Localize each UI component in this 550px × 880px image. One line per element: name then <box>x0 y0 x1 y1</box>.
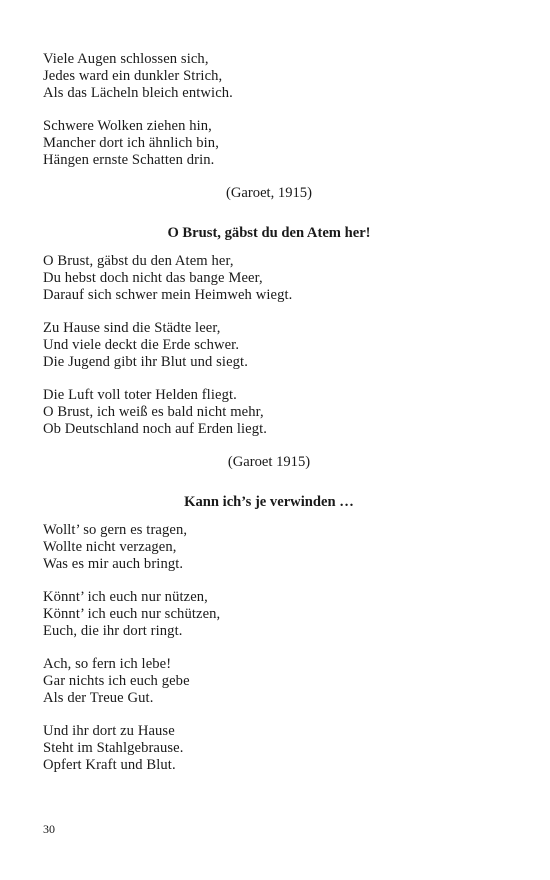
verse-line: O Brust, ich weiß es bald nicht mehr, <box>43 404 264 420</box>
verse-line: Und viele deckt die Erde schwer. <box>43 337 240 353</box>
verse-line: Wollte nicht verzagen, <box>43 539 177 555</box>
poem3-stanza-4 <box>43 723 503 774</box>
poem2-title: O Brust, gäbst du den Atem her! <box>167 225 371 241</box>
verse-line: Ob Deutschland noch auf Erden liegt. <box>43 421 268 437</box>
poem3-stanza-1 <box>43 522 503 573</box>
poem2-stanza-1 <box>43 253 503 304</box>
verse-line: Darauf sich schwer mein Heimweh wiegt. <box>43 287 293 303</box>
poem1-source: (Garoet, 1915) <box>226 185 312 201</box>
poem2-source: (Garoet 1915) <box>227 454 311 470</box>
verse-line: Du hebst doch nicht das bange Meer, <box>43 270 263 286</box>
verse-line: Jedes ward ein dunkler Strich, <box>43 68 223 84</box>
verse-line: Mancher dort ich ähnlich bin, <box>43 135 219 151</box>
verse-line: Könnt’ ich euch nur nützen, <box>43 589 208 605</box>
verse-line: Wollt’ so gern es tragen, <box>43 522 188 538</box>
verse-line: Euch, die ihr dort ringt. <box>43 623 183 639</box>
verse-line: Und ihr dort zu Hause <box>43 723 175 739</box>
verse-line: Die Luft voll toter Helden fliegt. <box>43 387 237 403</box>
poem3-stanza-3 <box>43 656 503 707</box>
verse-line: Zu Hause sind die Städte leer, <box>43 320 221 336</box>
poem2-stanza-3 <box>43 387 503 438</box>
poem1-stanza-1 <box>43 51 503 102</box>
verse-line: Was es mir auch bringt. <box>43 556 184 572</box>
verse-line: Als das Lächeln bleich entwich. <box>43 85 233 101</box>
verse-line: Viele Augen schlossen sich, <box>43 51 209 67</box>
verse-line: Die Jugend gibt ihr Blut und siegt. <box>43 354 248 370</box>
verse-line: O Brust, gäbst du den Atem her, <box>43 253 234 269</box>
poem3-stanza-2 <box>43 589 503 640</box>
verse-line: Hängen ernste Schatten drin. <box>43 152 215 168</box>
verse-line: Könnt’ ich euch nur schützen, <box>43 606 221 622</box>
verse-line: Als der Treue Gut. <box>43 690 154 706</box>
poem2-stanza-2 <box>43 320 503 371</box>
verse-line: Schwere Wolken ziehen hin, <box>43 118 212 134</box>
verse-line: Steht im Stahlgebrause. <box>43 740 184 756</box>
poem1-stanza-2 <box>43 118 503 169</box>
verse-line: Ach, so fern ich lebe! <box>43 656 172 672</box>
page-number: 30 <box>43 822 55 836</box>
verse-line: Opfert Kraft und Blut. <box>43 757 176 773</box>
poem3-title: Kann ich’s je verwinden … <box>184 494 354 510</box>
verse-line: Gar nichts ich euch gebe <box>43 673 190 689</box>
